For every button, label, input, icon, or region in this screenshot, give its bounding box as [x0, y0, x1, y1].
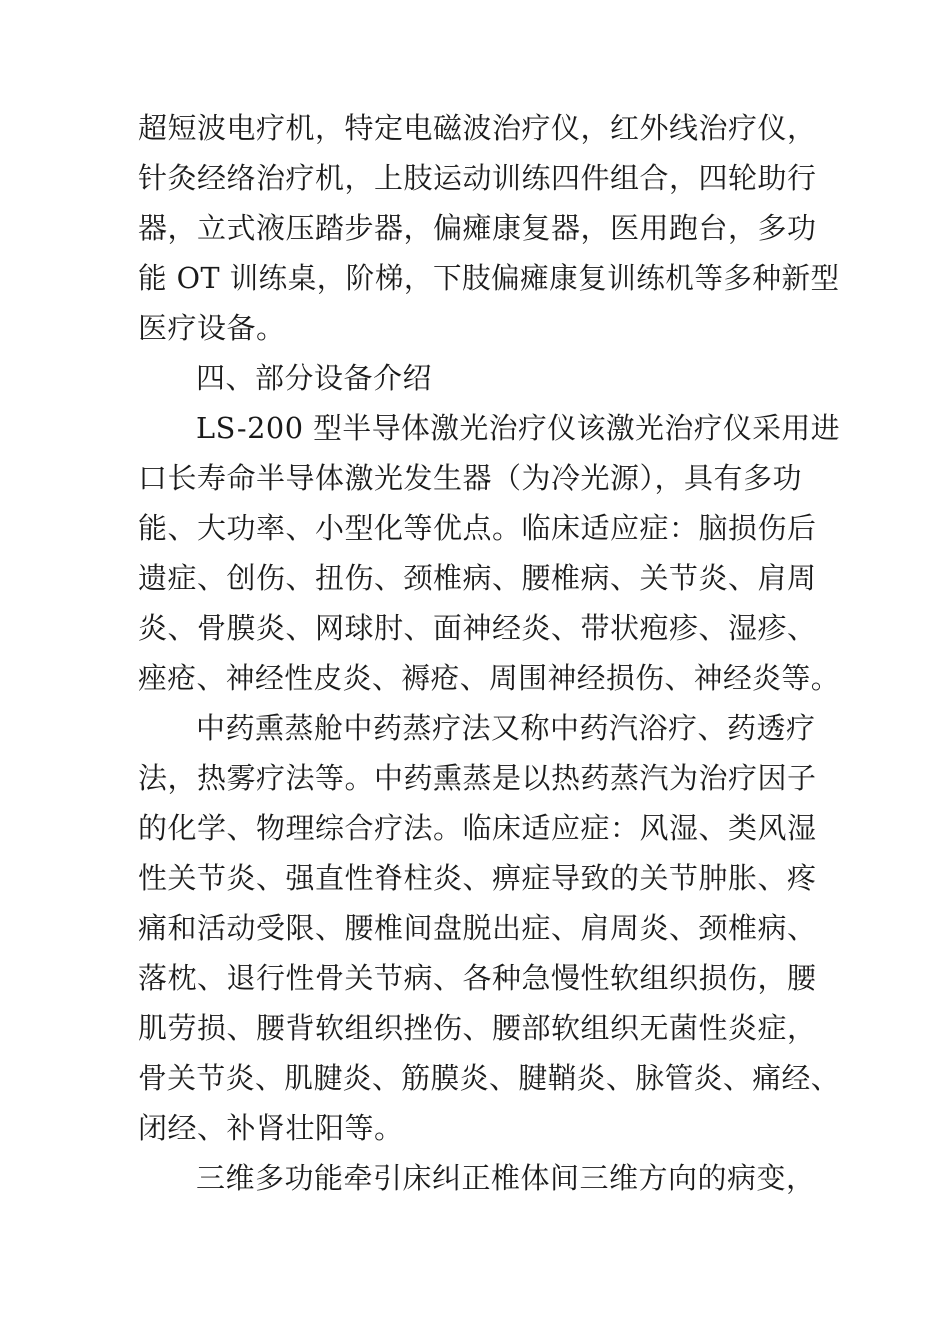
text-line: 能、大功率、小型化等优点。临床适应症：脑损伤后	[138, 511, 817, 545]
text-line: 能 OT 训练桌，阶梯，下肢偏瘫康复训练机等多种新型	[138, 261, 840, 295]
text-line: 针灸经络治疗机，上肢运动训练四件组合，四轮助行	[138, 161, 817, 195]
text-line: 医疗设备。	[138, 311, 286, 345]
text-line: 炎、骨膜炎、网球肘、面神经炎、带状疱疹、湿疹、	[138, 611, 817, 645]
text-line: 法，热雾疗法等。中药熏蒸是以热药蒸汽为治疗因子	[138, 761, 817, 795]
text-line: 骨关节炎、肌腱炎、筋膜炎、腱鞘炎、脉管炎、痛经、	[138, 1061, 840, 1095]
text-line: 超短波电疗机，特定电磁波治疗仪，红外线治疗仪，	[138, 111, 817, 145]
section-heading: 四、部分设备介绍	[196, 361, 433, 395]
text-line: 落枕、退行性骨关节病、各种急慢性软组织损伤，腰	[138, 961, 817, 995]
paragraph-start-line: LS-200 型半导体激光治疗仪该激光治疗仪采用进	[196, 411, 841, 445]
text-line: 口长寿命半导体激光发生器（为冷光源），具有多功	[138, 461, 803, 495]
paragraph-start-line: 三维多功能牵引床纠正椎体间三维方向的病变，	[196, 1161, 816, 1195]
text-line: 器，立式液压踏步器，偏瘫康复器，医用跑台，多功	[138, 211, 817, 245]
text-line: 遗症、创伤、扭伤、颈椎病、腰椎病、关节炎、肩周	[138, 561, 817, 595]
text-line: 闭经、补肾壮阳等。	[138, 1111, 404, 1145]
text-line: 的化学、物理综合疗法。临床适应症：风湿、类风湿	[138, 811, 817, 845]
text-line: 痛和活动受限、腰椎间盘脱出症、肩周炎、颈椎病、	[138, 911, 817, 945]
text-line: 性关节炎、强直性脊柱炎、痹症导致的关节肿胀、疼	[138, 861, 817, 895]
text-line: 痤疮、神经性皮炎、褥疮、周围神经损伤、神经炎等。	[138, 661, 840, 695]
paragraph-start-line: 中药熏蒸舱中药蒸疗法又称中药汽浴疗、药透疗	[196, 711, 816, 745]
text-line: 肌劳损、腰背软组织挫伤、腰部软组织无菌性炎症，	[138, 1011, 817, 1045]
